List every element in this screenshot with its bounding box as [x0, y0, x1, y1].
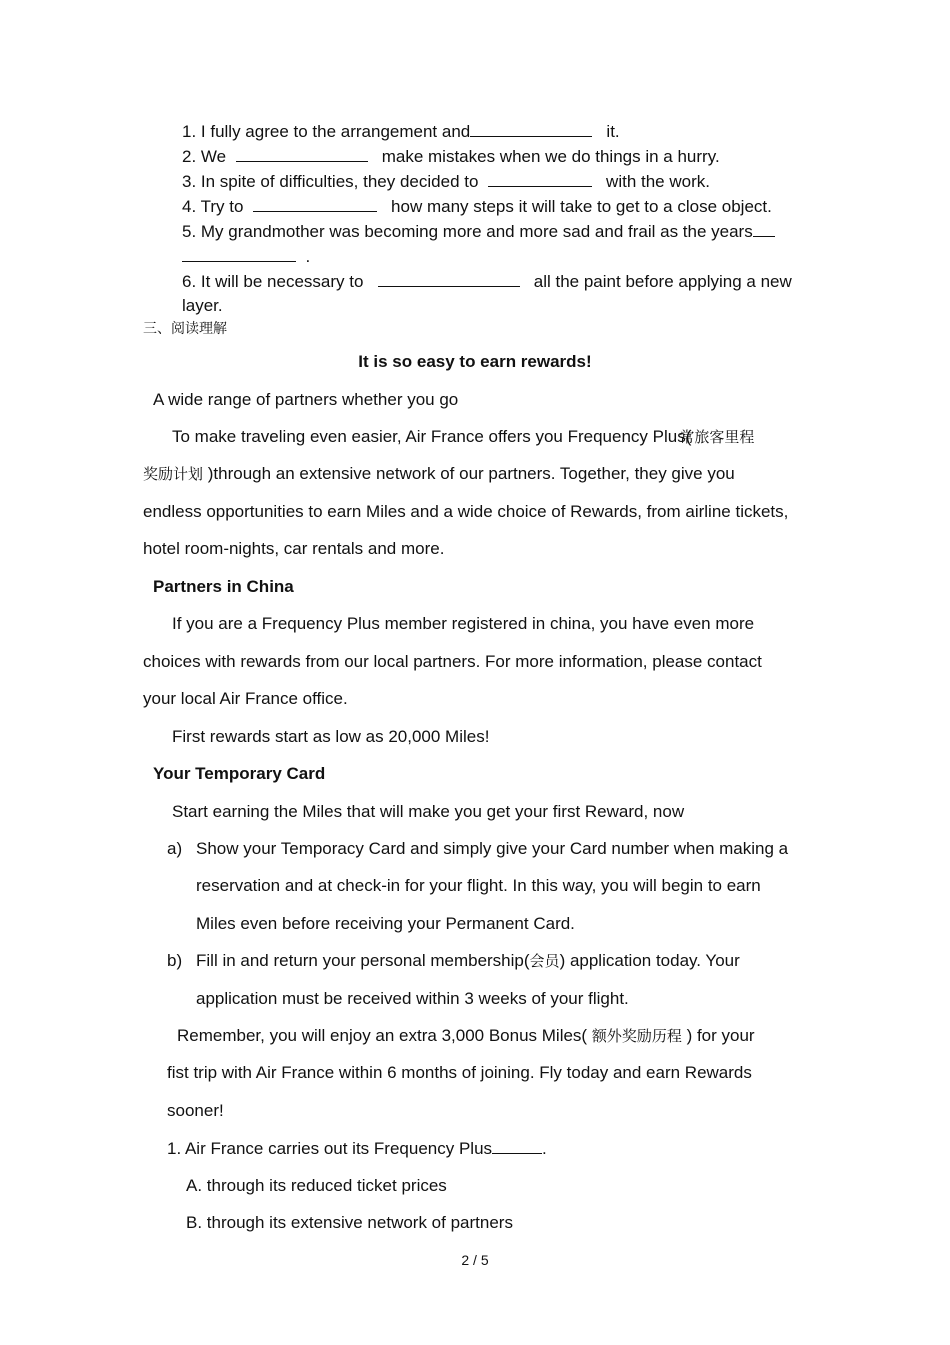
exercise-text: with the work. — [606, 172, 710, 191]
text: )through an extensive network of our partners. Together, they give you — [207, 464, 735, 483]
article-subtitle: A wide range of partners whether you go — [153, 390, 459, 409]
answer-blank[interactable] — [492, 1138, 542, 1154]
list-marker: a) — [167, 839, 183, 858]
paragraph-line: sooner! — [167, 1101, 224, 1120]
page-number: 2 / 5 — [461, 1252, 489, 1268]
paragraph-line — [172, 427, 754, 447]
paragraph-line: If you are a Frequency Plus member registered in china, you have even more — [172, 614, 755, 633]
exercise-text: 1. I fully agree to the arrangement and — [182, 122, 471, 141]
text: 1. Air France carries out its Frequency Plus — [167, 1139, 493, 1158]
exercise-item-5 — [182, 221, 775, 242]
list-item-line: reservation and at check-in for your flight. In this way, you will begin to earn — [196, 876, 761, 895]
option-b[interactable]: B. through its extensive network of partners — [186, 1213, 513, 1232]
exercise-item-4 — [182, 196, 772, 217]
question-stem — [167, 1138, 547, 1159]
exercise-text: make mistakes when we do things in a hurry. — [381, 147, 720, 166]
answer-blank[interactable] — [488, 171, 592, 187]
exercise-item-2 — [182, 146, 720, 167]
text: Remember, you will enjoy an extra 3,000 Bonus Miles( — [177, 1026, 588, 1045]
exercise-text: it. — [606, 122, 620, 141]
text-zh: 常旅客里程 — [679, 428, 755, 446]
paragraph-line: Start earning the Miles that will make you get your first Reward, now — [172, 802, 685, 821]
exercise-text: 6. It will be necessary to — [182, 272, 364, 291]
exercise-text: . — [305, 247, 311, 266]
text-zh: 会员 — [529, 952, 560, 970]
exercise-item-3 — [182, 171, 710, 192]
answer-blank[interactable] — [236, 146, 368, 162]
text-zh: 奖励计划 — [143, 465, 204, 483]
paragraph-line: your local Air France office. — [143, 689, 348, 708]
answer-blank[interactable] — [753, 221, 775, 237]
paragraph-line — [143, 464, 735, 484]
list-item-line: application must be received within 3 weeks of your flight. — [196, 989, 629, 1008]
heading-temporary-card: Your Temporary Card — [153, 764, 326, 783]
answer-blank[interactable] — [378, 271, 520, 287]
list-item-line: Show your Temporacy Card and simply give your Card number when making a — [196, 839, 789, 858]
answer-blank[interactable] — [253, 196, 377, 212]
exercise-text: 5. My grandmother was becoming more and more sad and frail as the years — [182, 222, 753, 241]
exercise-item-5-cont — [182, 246, 310, 267]
text: ) application today. Your — [559, 951, 740, 970]
exercise-text: how many steps it will take to get to a close object. — [391, 197, 772, 216]
exercise-text: 3. In spite of difficulties, they decided to — [182, 172, 479, 191]
paragraph-line: hotel room-nights, car rentals and more. — [143, 539, 445, 558]
text: ) for your — [686, 1026, 755, 1045]
article-title: It is so easy to earn rewards! — [358, 352, 592, 371]
paragraph-line: fist trip with Air France within 6 months of joining. Fly today and earn Rewards — [167, 1063, 752, 1082]
list-marker: b) — [167, 951, 183, 970]
exercise-item-6 — [182, 271, 792, 292]
exercise-text: all the paint before applying a new — [533, 272, 792, 291]
paragraph-line: First rewards start as low as 20,000 Miles! — [172, 727, 490, 746]
exercise-item-6-cont: layer. — [182, 296, 223, 315]
paragraph-line: choices with rewards from our local partners. For more information, please contact — [143, 652, 762, 671]
paragraph-line — [177, 1026, 755, 1046]
paragraph-line: endless opportunities to earn Miles and a wide choice of Rewards, from airline tickets, — [143, 502, 789, 521]
section-heading: 三、阅读理解 — [143, 321, 227, 337]
text: To make traveling even easier, Air France offers you Frequency Plus( — [172, 427, 692, 446]
exercise-text: 4. Try to — [182, 197, 244, 216]
text: . — [542, 1139, 547, 1158]
heading-partners-china: Partners in China — [153, 577, 294, 596]
option-a[interactable]: A. through its reduced ticket prices — [186, 1176, 447, 1195]
answer-blank[interactable] — [182, 246, 296, 262]
answer-blank[interactable] — [470, 121, 592, 137]
text-zh: 额外奖励历程 — [591, 1027, 682, 1045]
exercise-item-1 — [182, 121, 620, 142]
text: Fill in and return your personal membership( — [196, 951, 530, 970]
list-item-line — [196, 951, 740, 971]
list-item-line: Miles even before receiving your Permanent Card. — [196, 914, 575, 933]
exercise-text: 2. We — [182, 147, 227, 166]
